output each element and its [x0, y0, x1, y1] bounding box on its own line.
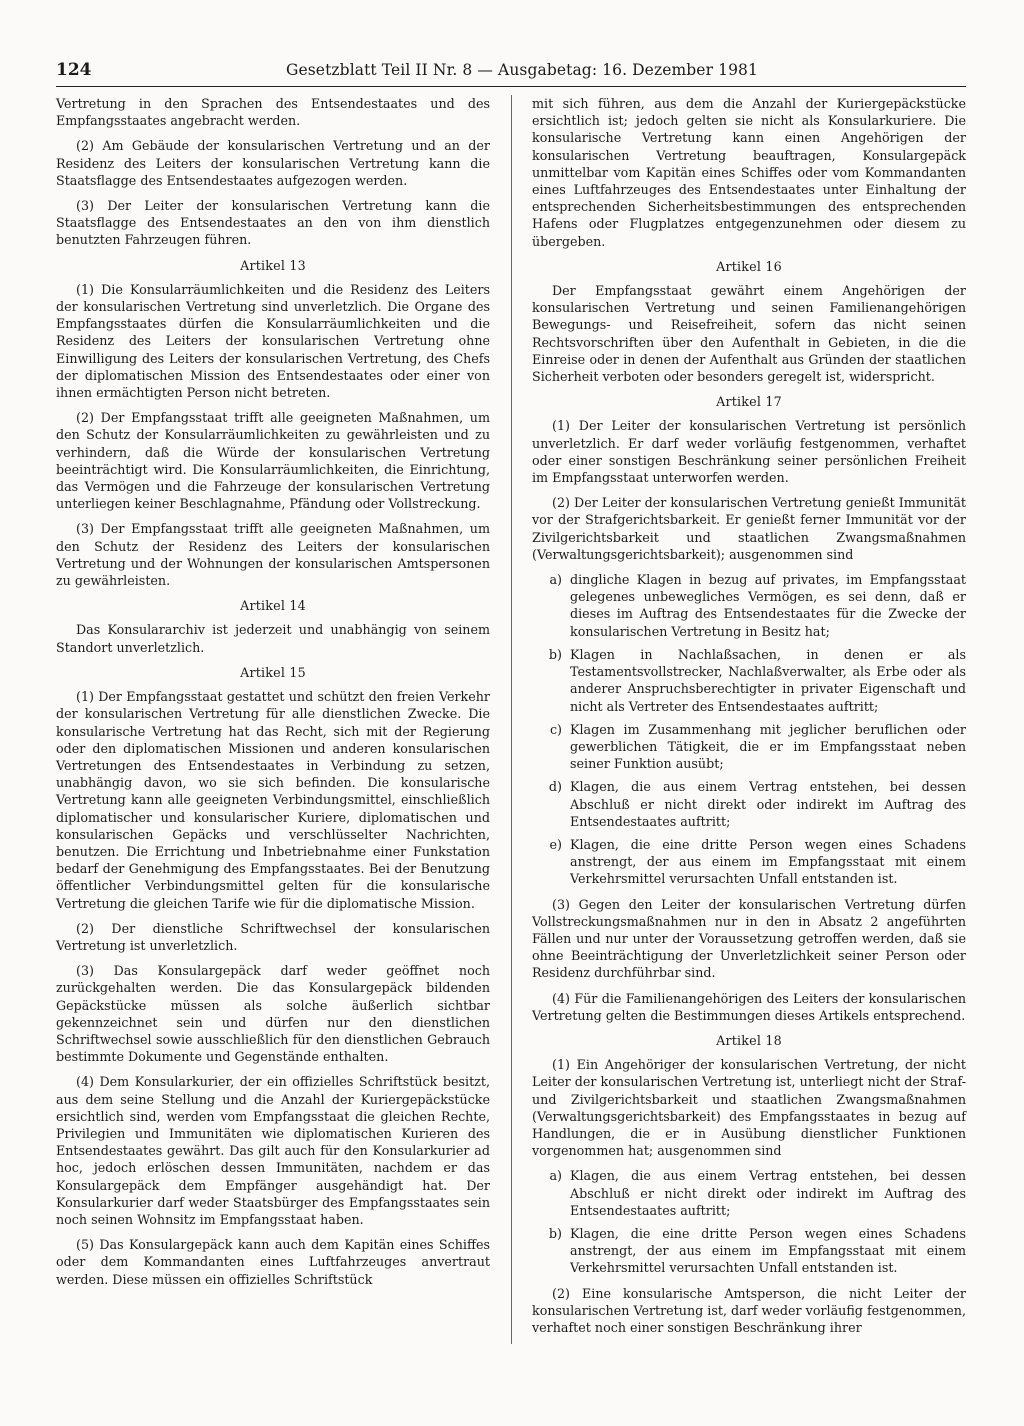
paragraph: (3) Gegen den Leiter der konsularischen Vertretung dürfen Vollstreckungsmaßnahmen nur in den in Absatz 2 angeführten Fällen und nur unter der Voraussetzung getroffen werden, daß sie ohne Beeinträchtigung der Unverletzlichkeit seiner Person oder Residenz durchführbar sind. — [532, 896, 966, 981]
left-column — [56, 95, 490, 1296]
paragraph: Vertretung in den Sprachen des Entsendestaates und des Empfangsstaates angebracht werden. — [56, 96, 490, 129]
list-item — [532, 836, 966, 888]
list-letter: c) — [549, 721, 562, 737]
list-item — [532, 1167, 966, 1219]
paragraph: (4) Dem Konsularkurier, der ein offizielles Schriftstück besitzt, aus dem seine Stellung und die Anzahl der Kuriergepäckstücke ersichtlich sind, werden vom Empfangsstaat die gleichen Rechte, Privilegien und Immunitäten wie diplomatischen Kurieren des Entsendestaates gewährt. Das gilt auch für den Konsularkurier ad hoc, jedoch erlöschen dessen Immunitäten, nachdem er das Konsulargepäck dem Empfänger ausgehändigt hat. Der Konsularkurier darf weder Staatsbürger des Empfangsstaates sein noch seinen Wohnsitz im Empfangsstaat haben. — [56, 1074, 490, 1227]
exception-list — [532, 1167, 966, 1276]
gazette-title: Gesetzblatt Teil II Nr. 8 — Ausgabetag: 16. Dezember 1981 — [286, 61, 758, 79]
paragraph: Das Konsulararchiv ist jederzeit und unabhängig von seinem Standort unverletzlich. — [56, 622, 490, 655]
paragraph: (1) Der Empfangsstaat gestattet und schützt den freien Verkehr der konsularischen Vertretung für alle dienstlichen Zwecke. Die konsularische Vertretung hat das Recht, sich mit der Regierung oder den diplomatischen Missionen und anderen konsularischen Vertretungen des Entsendestaates in Verbindung zu setzen, unabhängig davon, wo sie sich befinden. Die konsularische Vertretung kann alle geeigneten Verbindungsmittel, einschließlich diplomatischer und konsularischer Kuriere, diplomatischen und konsularischen Gepäcks und verschlüsselter Nachrichten, benutzen. Die Errichtung und Inbetriebnahme einer Funkstation bedarf der Genehmigung des Empfangsstaates. Bei der Benutzung öffentlicher Verbindungsmittel gelten für die konsularische Vertretung die gleichen Tarife wie für die diplomatische Mission. — [56, 689, 490, 911]
list-item — [532, 1225, 966, 1277]
article-heading: Artikel 17 — [716, 394, 782, 410]
paragraph: (2) Der Leiter der konsularischen Vertretung genießt Immunität vor der Strafgerichtsbarkeit. Er genießt ferner Immunität vor der Zivilgerichtsbarkeit und staatlichen Zwangsmaßnahmen (Verwaltungsgerichtsbarkeit); ausgenommen sind — [532, 495, 966, 562]
list-text: Klagen, die aus einem Vertrag entstehen, bei dessen Abschluß er nicht direkt oder indirekt im Auftrag des Entsendestaates auftritt; — [570, 1168, 966, 1218]
list-text: Klagen im Zusammenhang mit jeglicher beruflichen oder gewerblichen Tätigkeit, die er im Empfangsstaat neben seiner Funktion ausübt; — [570, 721, 966, 772]
paragraph: (1) Der Leiter der konsularischen Vertretung ist persönlich unverletzlich. Er darf weder vorläufig festgenommen, verhaftet oder einer sonstigen Beschränkung seiner persönlichen Freiheit im Empfangsstaat unterworfen werden. — [532, 418, 966, 486]
paragraph: mit sich führen, aus dem die Anzahl der Kuriergepäckstücke ersichtlich ist; jedoch gelten sie nicht als Konsularkuriere. Die konsularische Vertretung kann einen Angehörigen der konsularischen Vertretung beauftragen, Konsulargepäck unmittelbar vom Kapitän eines Schiffes oder vom Kommandanten eines Luftfahrzeuges des Entsendestaates unter Einhaltung der entsprechenden Sicherheitsbestimmungen des entsprechenden Hafens oder Flugplatzes entgegenzunehmen oder diesem zu übergeben. — [532, 96, 966, 249]
paragraph: (3) Das Konsulargepäck darf weder geöffnet noch zurückgehalten werden. Die das Konsulargepäck bildenden Gepäckstücke müssen als solche äußerlich sichtbar gekennzeichnet sein und dürfen nur den dienstlichen Schriftwechsel sowie ausschließlich für den dienstlichen Gebrauch bestimmte Dokumente und Gegenstände enthalten. — [56, 963, 490, 1065]
paragraph: (2) Der Empfangsstaat trifft alle geeigneten Maßnahmen, um den Schutz der Konsularräumlichkeiten zu gewährleisten und zu verhindern, daß die Würde der konsularischen Vertretung beeinträchtigt wird. Die Konsularräumlichkeiten, die Einrichtung, das Vermögen und die Fahrzeuge der konsularischen Vertretung unterliegen keiner Beschlagnahme, Pfändung oder Vollstreckung. — [56, 410, 490, 512]
paragraph: (3) Der Leiter der konsularischen Vertretung kann die Staatsflagge des Entsendestaates an den von ihm dienstlich benutzten Fahrzeugen führen. — [56, 198, 490, 248]
article-heading: Artikel 13 — [240, 257, 306, 273]
exception-list — [532, 571, 966, 887]
article-heading: Artikel 14 — [240, 598, 306, 614]
paragraph: (3) Der Empfangsstaat trifft alle geeigneten Maßnahmen, um den Schutz der Residenz des Leiters der konsularischen Vertretung und der Wohnungen der konsularischen Amtspersonen zu gewährleisten. — [56, 521, 490, 589]
list-letter: e) — [549, 836, 562, 852]
paragraph: (1) Ein Angehöriger der konsularischen Vertretung, der nicht Leiter der konsularischen Vertretung ist, unterliegt nicht der Straf- und Zivilgerichtsbarkeit und staatlichen Zwangsmaßnahmen (Verwaltungsgerichtsbarkeit) des Empfangsstaates in bezug auf Handlungen, die er in Ausübung dienstlicher Funktionen vorgenommen hat; ausgenommen sind — [532, 1057, 966, 1159]
list-item — [532, 721, 966, 773]
paragraph: (4) Für die Familienangehörigen des Leiters der konsularischen Vertretung gelten die Bestimmungen dieses Artikels entsprechend. — [532, 990, 966, 1023]
article-heading: Artikel 15 — [240, 664, 306, 680]
paragraph: Der Empfangsstaat gewährt einem Angehörigen der konsularischen Vertretung und seinen Familienangehörigen Bewegungs- und Reisefreiheit, sofern das nicht seinen Rechtsvorschriften über den Aufenthalt in Gebieten, in die die Einreise oder in denen der Aufenthalt aus Gründen der staatlichen Sicherheit verboten oder besonders geregelt ist, widerspricht. — [532, 283, 966, 385]
list-text: Klagen in Nachlaßsachen, in denen er als Testamentsvollstrecker, Nachlaßverwalter, als Erbe oder als anderer Anspruchsberechtigter in privater Eigenschaft und nicht als Vertreter des Entsendestaates auftritt; — [570, 646, 966, 714]
list-text: Klagen, die aus einem Vertrag entstehen, bei dessen Abschluß er nicht direkt oder indirekt im Auftrag des Entsendestaates auftritt; — [570, 779, 966, 829]
list-letter: d) — [548, 779, 562, 795]
list-item — [532, 646, 966, 715]
article-heading: Artikel 18 — [716, 1032, 782, 1048]
list-letter: a) — [549, 1168, 562, 1184]
list-text: Klagen, die eine dritte Person wegen eines Schadens anstrengt, der aus einem im Empfangsstaat mit einem Verkehrsmittel verursachten Unfall entstanden ist. — [570, 1225, 966, 1276]
right-column — [532, 95, 966, 1344]
list-text: dingliche Klagen in bezug auf privates, im Empfangsstaat gelegenes unbewegliches Vermögen, es sei denn, daß er dieses im Auftrag des Entsendestaates für die Zwecke der konsularischen Vertretung in Besitz hat; — [570, 572, 966, 639]
article-heading: Artikel 16 — [716, 258, 782, 274]
list-letter: b) — [548, 646, 562, 662]
page-number: 124 — [56, 60, 92, 80]
list-text: Klagen, die eine dritte Person wegen eines Schadens anstrengt, der aus einem im Empfangsstaat mit einem Verkehrsmittel verursachten Unfall entstanden ist. — [570, 836, 966, 887]
paragraph: (1) Die Konsularräumlichkeiten und die Residenz des Leiters der konsularischen Vertretung sind unverletzlich. Die Organe des Empfangsstaates dürfen die Konsularräumlichkeiten und die Residenz des Leiters der konsularischen Vertretung ohne Einwilligung des Leiters der konsularischen Vertretung, des Chefs der diplomatischen Mission des Entsendestaates oder einer von ihnen ermächtigten Person nicht betreten. — [56, 281, 490, 401]
paragraph: (2) Am Gebäude der konsularischen Vertretung und an der Residenz des Leiters der konsularischen Vertretung kann die Staatsflagge des Entsendestaates aufgezogen werden. — [56, 138, 490, 188]
column-divider — [511, 95, 512, 1344]
two-column-body — [56, 95, 966, 1344]
paragraph: (2) Eine konsularische Amtsperson, die nicht Leiter der konsularischen Vertretung ist, darf weder vorläufig festgenommen, verhaftet noch einer sonstigen Beschränkung ihrer — [532, 1285, 966, 1335]
list-letter: a) — [549, 572, 562, 588]
page-header — [56, 60, 966, 87]
list-item — [532, 778, 966, 830]
list-letter: b) — [548, 1225, 562, 1241]
paragraph: (2) Der dienstliche Schriftwechsel der konsularischen Vertretung ist unverletzlich. — [56, 920, 490, 953]
paragraph: (5) Das Konsulargepäck kann auch dem Kapitän eines Schiffes oder dem Kommandanten eines Luftfahrzeuges anvertraut werden. Diese müssen ein offizielles Schriftstück — [56, 1237, 490, 1287]
list-item — [532, 571, 966, 640]
